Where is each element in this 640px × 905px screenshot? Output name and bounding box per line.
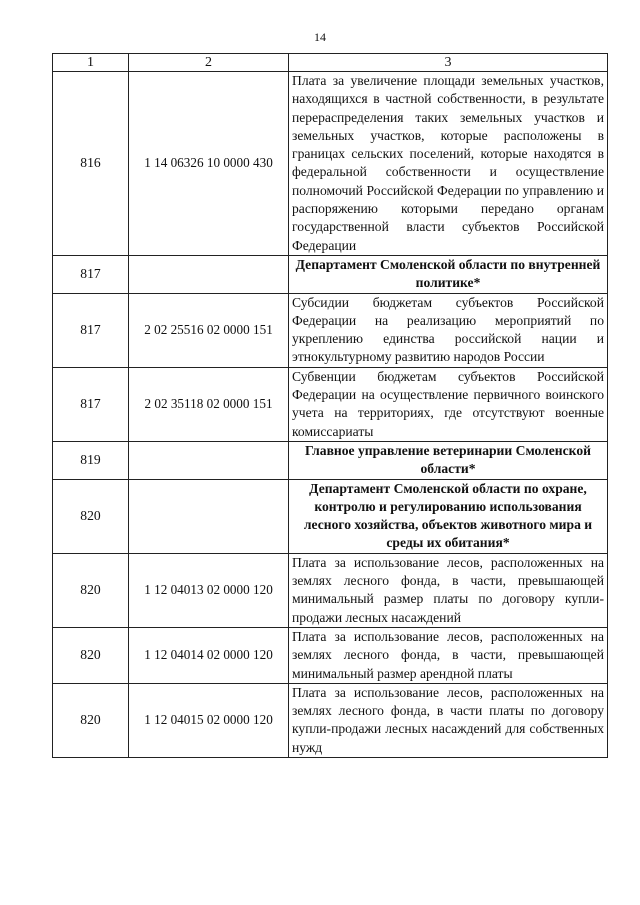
table-row [53,553,608,627]
budget-code-table [52,53,608,758]
department-name: Департамент Смоленской области по охране, контролю и регулированию использования лесного хозяйства, объектов животного мира и среды их обитания* [289,479,608,553]
table-row [53,255,608,293]
header-col-1: 1 [53,54,129,72]
revenue-description: Плата за использование лесов, расположенных на землях лесного фонда, в части платы по договору купли-продажи лесных насаждений для собственных нужд [289,683,608,757]
revenue-description: Плата за использование лесов, расположенных на землях лесного фонда, в части, превышающей минимальный размер платы по договору купли-продажи лесных насаждений [289,553,608,627]
admin-code: 820 [53,553,129,627]
table-row [53,627,608,683]
page-number: 14 [314,30,326,44]
table-row [53,72,608,256]
revenue-code [129,479,289,553]
department-name: Главное управление ветеринарии Смоленской области* [289,441,608,479]
table-header-row [53,54,608,72]
header-col-3: 3 [289,54,608,72]
admin-code: 817 [53,255,129,293]
admin-code: 817 [53,293,129,367]
department-name: Департамент Смоленской области по внутренней политике* [289,255,608,293]
table-row [53,683,608,757]
table-row [53,293,608,367]
revenue-code: 2 02 25516 02 0000 151 [129,293,289,367]
header-col-2: 2 [129,54,289,72]
revenue-description: Субсидии бюджетам субъектов Российской Федерации на реализацию мероприятий по укреплению единства российской нации и этнокультурному развитию народов России [289,293,608,367]
revenue-description: Субвенции бюджетам субъектов Российской Федерации на осуществление первичного воинского учета на территориях, где отсутствуют военные комиссариаты [289,367,608,441]
revenue-code: 1 14 06326 10 0000 430 [129,72,289,256]
admin-code: 820 [53,627,129,683]
revenue-code: 1 12 04015 02 0000 120 [129,683,289,757]
revenue-description: Плата за увеличение площади земельных участков, находящихся в частной собственности, в результате перераспределения таких земельных участков и земельных участков, которые расположены в границах сельских поселений, которые находятся в федеральной собственности и осуществление полномочий Российской Федерации по управлению и распоряжению которыми передано органам государственной власти субъектов Российской Федерации [289,72,608,256]
revenue-code [129,441,289,479]
revenue-code: 1 12 04014 02 0000 120 [129,627,289,683]
revenue-description: Плата за использование лесов, расположенных на землях лесного фонда, в части, превышающей минимальный размер арендной платы [289,627,608,683]
admin-code: 816 [53,72,129,256]
revenue-code: 2 02 35118 02 0000 151 [129,367,289,441]
admin-code: 819 [53,441,129,479]
table-row [53,367,608,441]
revenue-code: 1 12 04013 02 0000 120 [129,553,289,627]
table-row [53,441,608,479]
revenue-code [129,255,289,293]
admin-code: 820 [53,479,129,553]
table-row [53,479,608,553]
admin-code: 817 [53,367,129,441]
admin-code: 820 [53,683,129,757]
